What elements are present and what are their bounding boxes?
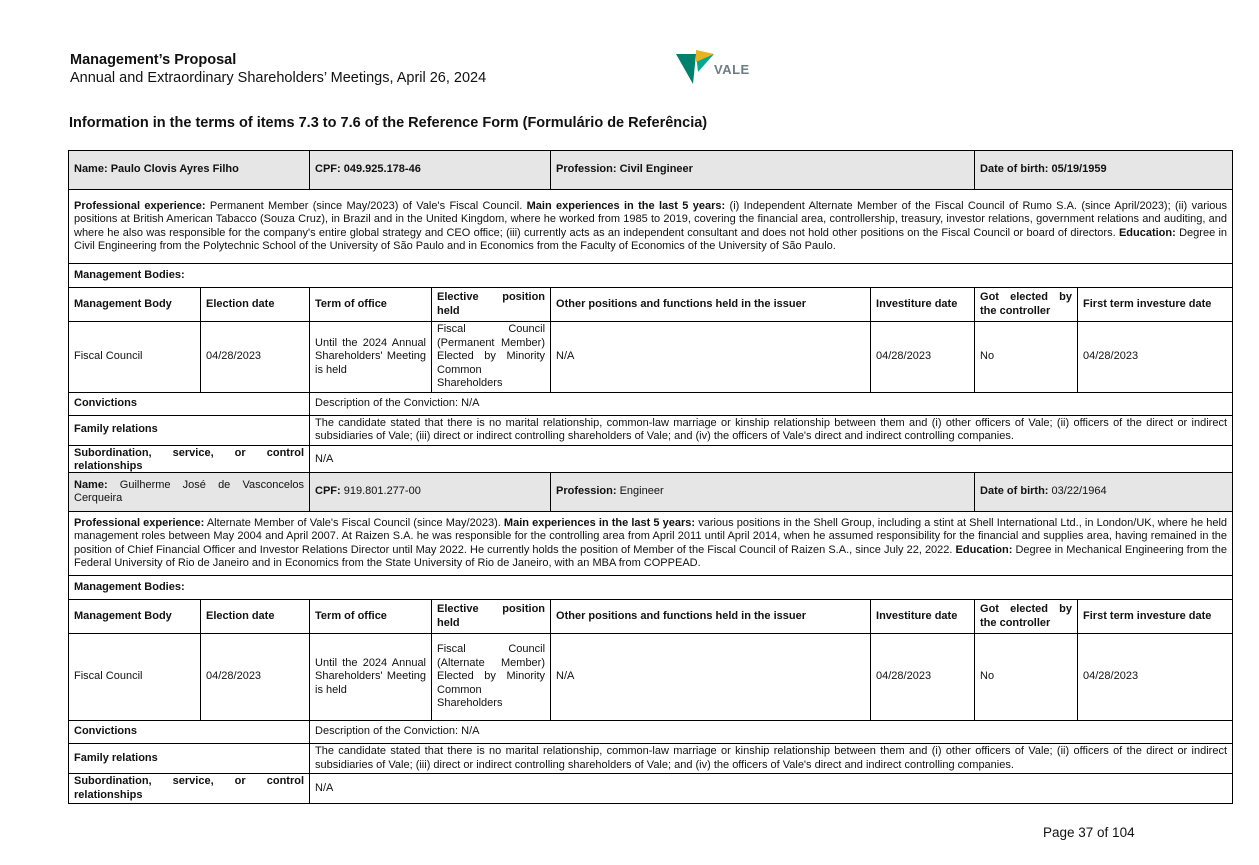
other-value: N/A xyxy=(551,634,871,721)
col-term-of-office: Term of office xyxy=(310,600,432,634)
dob-cell: Date of birth: 03/22/1964 xyxy=(975,473,1233,512)
col-elected-by-controller: Got elected by the controller xyxy=(975,600,1078,634)
management-bodies-header xyxy=(69,600,1233,634)
col-elective-position: Elective position held xyxy=(432,600,551,634)
cpf-cell: CPF: 919.801.277-00 xyxy=(310,473,551,512)
candidate-name: Paulo Clovis Ayres Filho xyxy=(110,163,239,176)
candidate-header-row xyxy=(69,151,1233,190)
investiture-value: 04/28/2023 xyxy=(871,322,975,393)
position-value: Fiscal Council (Alternate Member) Elected by Minority Common Shareholders xyxy=(432,634,551,721)
vale-logo-text: VALE xyxy=(714,62,750,77)
convictions-value: Description of the Conviction: N/A xyxy=(310,392,1233,415)
management-bodies-label: Management Bodies: xyxy=(69,576,1233,600)
name-cell: Name: Paulo Clovis Ayres Filho xyxy=(69,151,310,190)
management-bodies-row xyxy=(69,576,1233,600)
candidate-name: Guilherme José de Vasconcelos Cerqueira xyxy=(74,478,305,504)
vale-logo xyxy=(676,50,766,84)
convictions-row xyxy=(69,721,1233,744)
family-label: Family relations xyxy=(69,415,310,445)
col-first-term: First term investure date xyxy=(1078,288,1233,322)
col-term-of-office: Term of office xyxy=(310,288,432,322)
dob-cell: Date of birth: 05/19/1959 xyxy=(975,151,1233,190)
convictions-label: Convictions xyxy=(69,721,310,744)
management-bodies-row xyxy=(69,264,1233,288)
col-management-body: Management Body xyxy=(69,288,201,322)
col-election-date: Election date xyxy=(201,600,310,634)
convictions-label: Convictions xyxy=(69,392,310,415)
convictions-value: Description of the Conviction: N/A xyxy=(310,721,1233,744)
subordination-value: N/A xyxy=(310,774,1233,804)
professional-experience: Professional experience: Alternate Member of Vale's Fiscal Council (since May/2023). Main experiences in the last 5 years: various positions in the Shell Group, including a stint at Shell International Ltd., in London/UK, where he held management roles between May 2004 and April 2007. At Raizen S.A. he was responsible for the controlling area from April 2011 until April 2014, when he assumed responsibility for the financial and supplies area, having remained in the position of Chief Financial Officer and Investor Relations Director until May 2022. He currently holds the position of Member of the Fiscal Council of Raizen S.A., since July 22, 2022. Education: Degree in Mechanical Engineering from the Federal University of Rio de Janeiro and in Economics from the State University of Rio de Janeiro, with an MBA from COPPEAD. xyxy=(69,512,1233,576)
professional-experience: Professional experience: Permanent Member (since May/2023) of Vale's Fiscal Council. Main experiences in the last 5 years: (i) Independent Alternate Member of the Fiscal Council of Rumo S.A. (since April/2023); (ii) various positions at British American Tabacco (Souza Cruz), in Brazil and in the United Kingdom, where he worked from 1985 to 2019, covering the financial area, controllership, treasury, investor relations, government relations and auditing, and where he also was responsible for the company's entire global strategy and CEO office; (iii) currently acts as an independent consultant and does not hold other positions on the Fiscal Council or board of directors. Education: Degree in Civil Engineering from the Polytechnic School of the University of São Paulo and in Economics from the Faculty of Economics of the University of São Paulo. xyxy=(69,190,1233,264)
col-first-term: First term investure date xyxy=(1078,600,1233,634)
header-subtitle: Annual and Extraordinary Shareholders’ Meetings, April 26, 2024 xyxy=(70,70,487,86)
candidate-dob: 05/19/1959 xyxy=(1051,163,1107,176)
family-value: The candidate stated that there is no marital relationship, common-law marriage or kinship relationship between them and (i) other officers of Vale; (ii) officers of the direct or indirect subsidiaries of Vale; (iii) direct or indirect controlling shareholders of Vale; and (iv) the officers of Vale's direct and indirect controlling companies. xyxy=(310,744,1233,774)
election-value: 04/28/2023 xyxy=(201,322,310,393)
management-body-row xyxy=(69,322,1233,393)
page-number: Page 37 of 104 xyxy=(1043,825,1135,840)
candidate-cpf: 049.925.178-46 xyxy=(343,163,421,176)
term-value: Until the 2024 Annual Shareholders' Meeting is held xyxy=(310,322,432,393)
col-other-positions: Other positions and functions held in the issuer xyxy=(551,600,871,634)
management-bodies-header xyxy=(69,288,1233,322)
experience-row xyxy=(69,190,1233,264)
profession-cell: Profession: Civil Engineer xyxy=(551,151,975,190)
header-title: Management’s Proposal xyxy=(70,52,237,68)
family-row xyxy=(69,744,1233,774)
col-management-body: Management Body xyxy=(69,600,201,634)
investiture-value: 04/28/2023 xyxy=(871,634,975,721)
candidate-cpf: 919.801.277-00 xyxy=(343,485,421,498)
cpf-cell: CPF: 049.925.178-46 xyxy=(310,151,551,190)
term-value: Until the 2024 Annual Shareholders' Meeting is held xyxy=(310,634,432,721)
management-body-row xyxy=(69,634,1233,721)
col-other-positions: Other positions and functions held in the issuer xyxy=(551,288,871,322)
family-label: Family relations xyxy=(69,744,310,774)
candidate-dob: 03/22/1964 xyxy=(1051,485,1107,498)
family-value: The candidate stated that there is no marital relationship, common-law marriage or kinship relationship between them and (i) other officers of Vale; (ii) officers of the direct or indirect subsidiaries of Vale; (iii) direct or indirect controlling shareholders of Vale; and (iv) the officers of Vale's direct and indirect controlling companies. xyxy=(310,415,1233,445)
section-title: Information in the terms of items 7.3 to 7.6 of the Reference Form (Formulário de Referência) xyxy=(69,115,708,131)
family-row xyxy=(69,415,1233,445)
candidate-profession: Engineer xyxy=(619,485,664,498)
col-investiture-date: Investiture date xyxy=(871,600,975,634)
candidate-header-row xyxy=(69,473,1233,512)
subordination-value: N/A xyxy=(310,445,1233,475)
body-value: Fiscal Council xyxy=(69,634,201,721)
convictions-row xyxy=(69,392,1233,415)
subordination-row xyxy=(69,774,1233,804)
profession-cell: Profession: Engineer xyxy=(551,473,975,512)
controller-value: No xyxy=(975,634,1078,721)
first-term-value: 04/28/2023 xyxy=(1078,634,1233,721)
management-bodies-label: Management Bodies: xyxy=(69,264,1233,288)
col-election-date: Election date xyxy=(201,288,310,322)
other-value: N/A xyxy=(551,322,871,393)
col-investiture-date: Investiture date xyxy=(871,288,975,322)
election-value: 04/28/2023 xyxy=(201,634,310,721)
vale-logo-icon xyxy=(676,50,716,84)
subordination-label: Subordination, service, or control relationships xyxy=(69,445,310,475)
candidate-table-2 xyxy=(68,472,1233,804)
col-elective-position: Elective position held xyxy=(432,288,551,322)
body-value: Fiscal Council xyxy=(69,322,201,393)
name-cell: Name: Guilherme José de Vasconcelos Cerqueira xyxy=(69,473,310,512)
subordination-row xyxy=(69,445,1233,475)
col-elected-by-controller: Got elected by the controller xyxy=(975,288,1078,322)
candidate-profession: Civil Engineer xyxy=(619,163,693,176)
first-term-value: 04/28/2023 xyxy=(1078,322,1233,393)
experience-row xyxy=(69,512,1233,576)
subordination-label: Subordination, service, or control relationships xyxy=(69,774,310,804)
candidate-table-1 xyxy=(68,150,1233,476)
position-value: Fiscal Council (Permanent Member) Elected by Minority Common Shareholders xyxy=(432,322,551,393)
controller-value: No xyxy=(975,322,1078,393)
